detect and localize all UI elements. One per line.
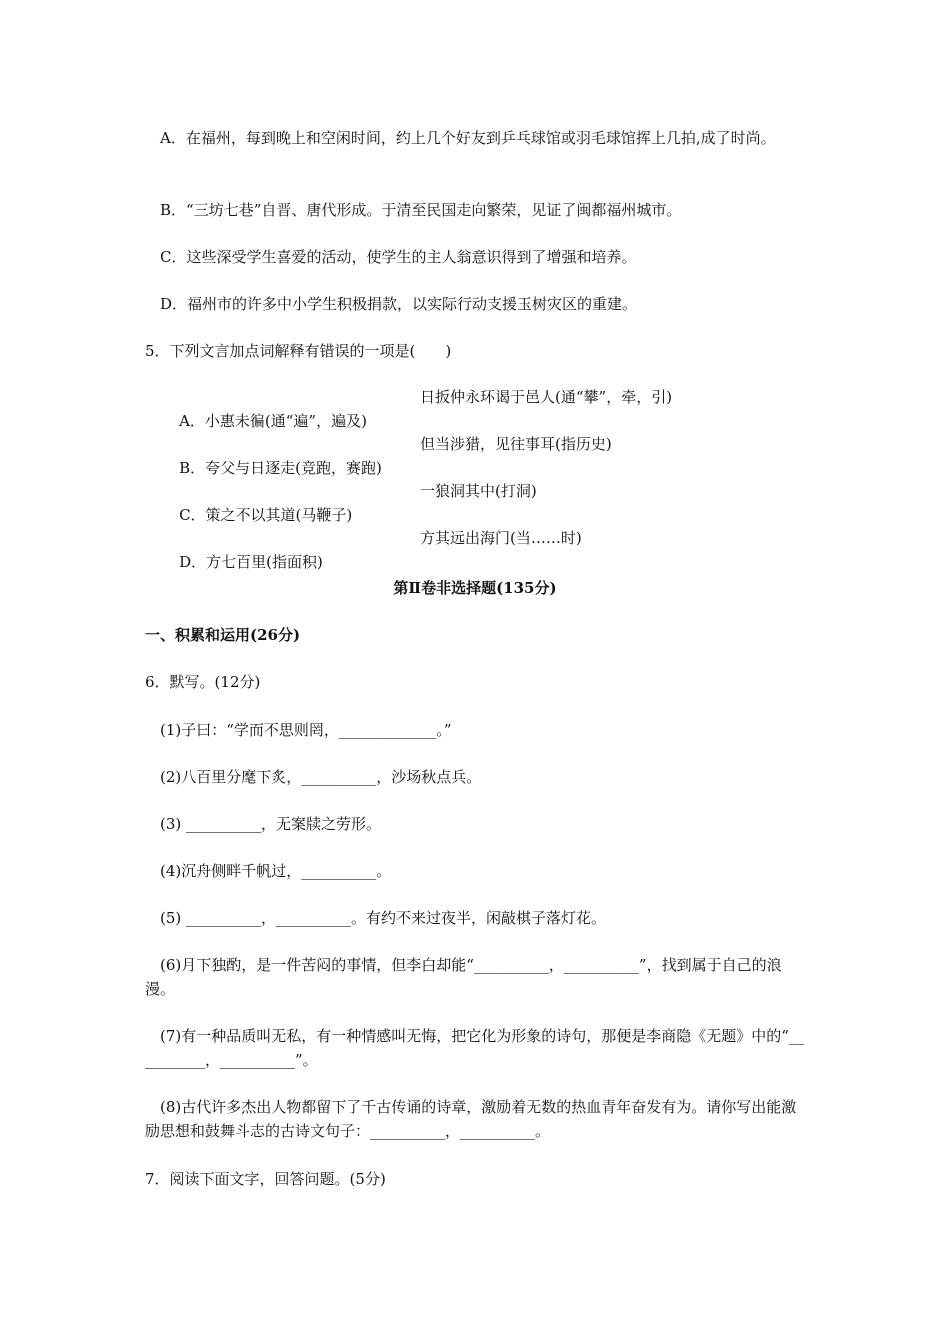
q6-item-8: (8)古代许多杰出人物都留下了千古传诵的诗章，激励着无数的热血青年奋发有为。请你写出能激励思想和鼓舞斗志的古诗文句子：__________，__________。: [145, 1098, 797, 1140]
q4-option-d: D．福州市的许多中小学生积极捐款，以实际行动支援玉树灾区的重建。: [160, 295, 638, 313]
q5-option-left: A．小惠未徧(通“遍”，遍及): [179, 412, 367, 430]
q4-option-c: C．这些深受学生喜爱的活动，使学生的主人翁意识得到了增强和培养。: [160, 248, 637, 266]
q6-item-5: (5) __________，__________。有约不来过夜半，闲敲棋子落灯花。: [160, 909, 607, 927]
q6-item-1: (1)子曰：“学而不思则罔，_____________。”: [160, 721, 452, 739]
q4-option-a: A．在福州，每到晚上和空闲时间，约上几个好友到乒乓球馆或羽毛球馆挥上几拍,成了时尚。: [160, 129, 776, 147]
part-title: 一、积累和运用(26分): [145, 626, 301, 644]
q5-option-left: C．策之不以其道(马鞭子): [179, 506, 353, 524]
q6-item-7: (7)有一种品质叫无私，有一种情感叫无悔，把它化为形象的诗句，那便是李商隐《无题》中的“__________，__________”。: [145, 1027, 804, 1069]
q6-item-2: (2)八百里分麾下炙，__________，沙场秋点兵。: [160, 768, 482, 786]
q4-option-b: B．“三坊七巷”自晋、唐代形成。于清至民国走向繁荣，见证了闽都福州城市。: [160, 201, 682, 219]
q5-option-left: B．夸父与日逐走(竞跑，赛跑): [179, 459, 382, 477]
q5-option-right: 日扳仲永环谒于邑人(通“攀”，牵，引): [420, 388, 673, 406]
q7-stem: 7．阅读下面文字，回答问题。(5分): [145, 1170, 386, 1188]
q6-item-3: (3) __________，无案牍之劳形。: [160, 815, 382, 833]
q5-option-left: D．方七百里(指面积): [179, 553, 323, 571]
q5-stem: 5．下列文言加点词解释有错误的一项是( ): [145, 342, 452, 360]
q5-option-right: 一狼洞其中(打洞): [420, 482, 537, 500]
q6-item-6: (6)月下独酌，是一件苦闷的事情，但李白却能“__________，__________”，找到属于自己的浪漫。: [145, 956, 782, 998]
q6-stem: 6．默写。(12分): [145, 673, 261, 691]
q6-item-4: (4)沉舟侧畔千帆过，__________。: [160, 862, 392, 880]
q5-option-right: 但当涉猎，见往事耳(指历史): [420, 435, 612, 453]
section-title: 第Ⅱ卷非选择题(135分): [393, 579, 557, 597]
q5-option-right: 方其远出海门(当……时): [420, 529, 582, 547]
